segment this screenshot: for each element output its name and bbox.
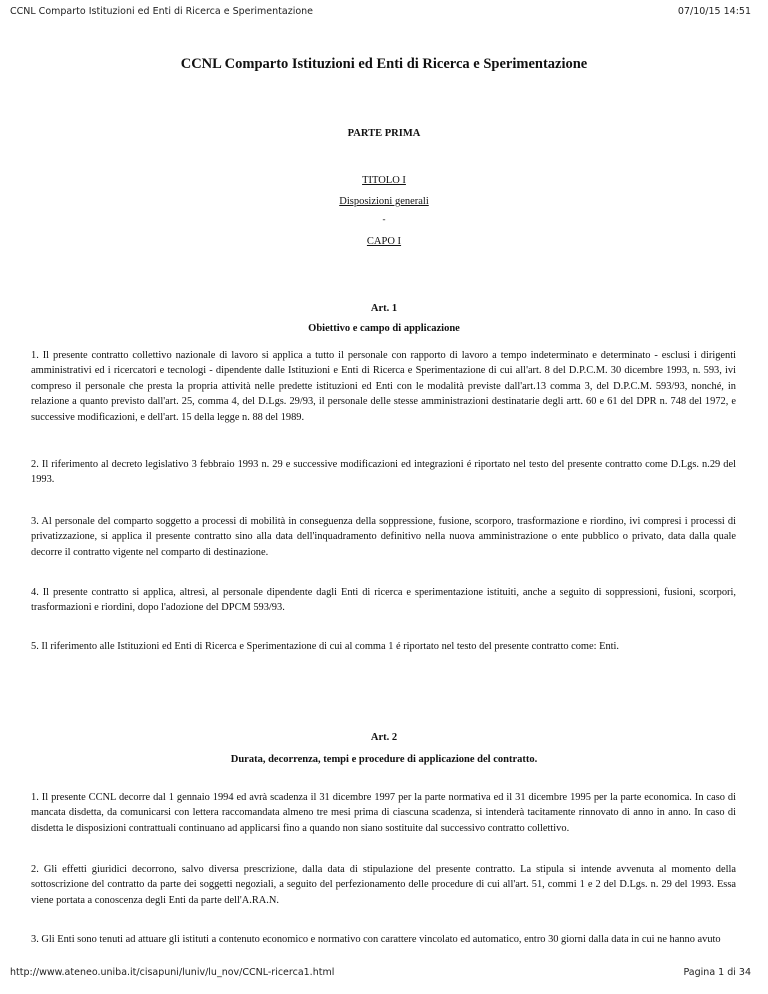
article-paragraph: 1. Il presente contratto collettivo nazionale di lavoro si applica a tutto il personale con rapporto di lavoro a tempo indeterminato e determinato - esclusi i dirigenti amministrativi ed i ricercatori e tecnologi - dipendente dalle Istituzioni e Enti di Ricerca e Sperimentazione di cui all'art. 8 del D.P.C.M. 30 dicembre 1993, n. 593, ivi compreso il personale che presta la propria attività nelle predette istituzioni ed Enti con le modalità previste dall'art.13 comma 3, del D.P.C.M. 593/93, nonché, in relazione a quanto previsto dall'art. 25, comma 4, del D.Lgs. 29/93, il personale delle stesse amministrazioni destinatarie degli artt. 60 e 61 del DPR n. 748 del 1972, e successive modificazioni, e dell'art. 15 della legge n. 88 del 1989.: [31, 350, 736, 423]
header-doc-title: CCNL Comparto Istituzioni ed Enti di Ricerca e Sperimentazione: [10, 6, 314, 17]
capo-heading: CAPO I: [366, 236, 402, 247]
article-paragraph: 1. Il presente CCNL decorre dal 1 gennaio 1994 ed avrà scadenza il 31 dicembre 1997 per la parte normativa ed il 31 dicembre 1995 per la parte economica. In caso di mancata disdetta, da comunicarsi con lettera raccomandata almeno tre mesi prima di ciascuna scadenza, si intenderà tacitamente rinnovato di anno in anno. In caso di disdetta le disposizioni contrattuali continuano ad applicarsi fino a quando non siano sostituite dal successivo contratto collettivo.: [31, 792, 736, 834]
footer-page-number: Pagina 1 di 34: [683, 967, 751, 978]
parte-heading: PARTE PRIMA: [347, 128, 421, 139]
article-paragraph: 2. Il riferimento al decreto legislativo 3 febbraio 1993 n. 29 e successive modificazioni ed integrazioni é riportato nel testo del presente contratto come D.Lgs. n.29 del 1993.: [31, 459, 736, 486]
article-paragraph: 2. Gli effetti giuridici decorrono, salvo diversa prescrizione, dalla data di stipulazione del presente contratto. La stipula si intende avvenuta al momento della sottoscrizione del contratto da parte dei soggetti negoziali, a seguito del perfezionamento delle procedure di cui all'art. 51, commi 1 e 2 del D.Lgs. n. 29 del 1993. Essa viene portata a conoscenza degli Enti da parte dell'A.RA.N.: [31, 864, 736, 906]
article-heading: Art. 2: [370, 732, 398, 743]
article-heading: Art. 1: [370, 303, 398, 314]
print-header: [0, 6, 768, 20]
document-title: CCNL Comparto Istituzioni ed Enti di Ricerca e Sperimentazione: [180, 56, 588, 72]
header-datetime: 07/10/15 14:51: [677, 6, 751, 17]
titolo-subtitle: Disposizioni generali: [339, 196, 429, 207]
titolo-heading: TITOLO I: [362, 175, 406, 186]
article-subheading: Obiettivo e campo di applicazione: [308, 323, 460, 334]
article-paragraph: 5. Il riferimento alle Istituzioni ed Enti di Ricerca e Sperimentazione di cui al comma 1 é riportato nel testo del presente contratto come: Enti.: [31, 641, 620, 652]
footer-url: http://www.ateneo.uniba.it/cisapuni/luniv/lu_nov/CCNL-ricerca1.html: [10, 967, 335, 978]
article-paragraph: 4. Il presente contratto si applica, altresì, al personale dipendente dagli Enti di ricerca e sperimentazione istituiti, anche a seguito di soppressioni, fusioni, scorpori, trasformazioni e riordini, dopo l'adozione del DPCM 593/93.: [31, 587, 736, 614]
print-footer: [0, 967, 768, 981]
separator-dash: -: [382, 214, 386, 224]
article-subheading: Durata, decorrenza, tempi e procedure di applicazione del contratto.: [230, 754, 538, 765]
article-paragraph: 3. Gli Enti sono tenuti ad attuare gli istituti a contenuto economico e normativo con carattere vincolato ed automatico, entro 30 giorni dalla data in cui ne hanno avuto: [31, 934, 721, 945]
article-paragraph: 3. Al personale del comparto soggetto a processi di mobilità in conseguenza della soppressione, fusione, scorporo, trasformazione e riordino, ivi compresi i processi di privatizzazione, si applica il presente contratto sino alla data dell'inquadramento definitivo nella nuova amministrazione o ente pubblico o privato, data dalla quale decorre il contratto vigente nel comparto di destinazione.: [31, 516, 736, 558]
